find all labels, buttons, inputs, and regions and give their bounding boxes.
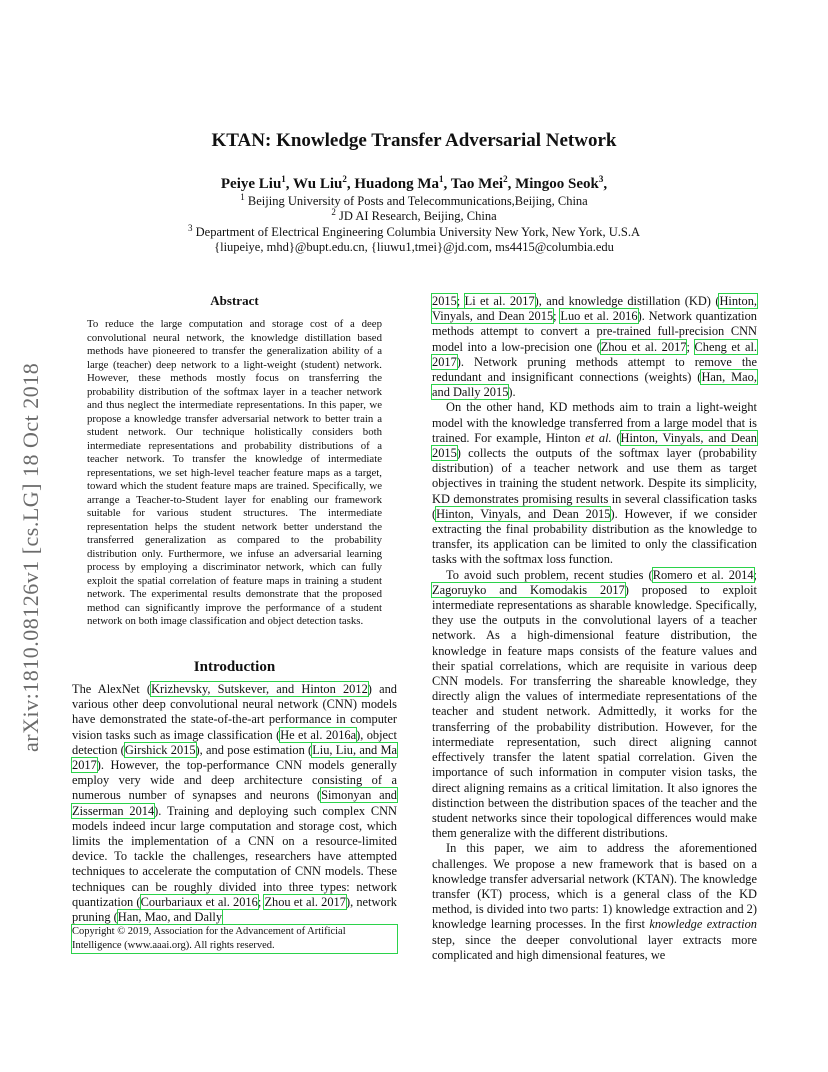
citation-link[interactable]: Han, Mao, and Dally 2015	[432, 370, 757, 400]
author-name: Peiye Liu	[220, 176, 282, 192]
author-list: Peiye Liu$^1$, Wu Liu$^2$, Huadong Ma$^1$, Tao Mei$^2$, Mingoo Seok$^3$,	[220, 174, 608, 192]
citation-link[interactable]: Hinton, Vinyals, and Dean 2015	[432, 430, 757, 461]
paper-title: KTAN: Knowledge Transfer Adversarial Network	[211, 130, 617, 151]
citation-link[interactable]: Luo et al. 2016	[560, 309, 638, 324]
abstract-text: To reduce the large computation and storage cost of a deep convolutional neural network, the knowledge distillation based methods have pioneered to transfer the generalization ability of a large (teacher) deep network to a light-weight (student) network. However, these methods mostly focus on transferring the probability distribution of the softmax layer in a teacher network and thus neglect the intermediate representations. In this paper, we propose a knowledge transfer adversarial network to better train a student network. Our technique holistically considers both intermediate representations and probability distributions of a teacher network. To transfer the knowledge of intermediate representations, we set high-level teacher feature maps as a target, toward which the student feature maps are trained. Specifically, we arrange a Teacher-to-Student layer for enabling our framework suitable for various student structures. The intermediate representation helps the student network better understand the transferred generalization as compared to the probability distribution only. Furthermore, we infuse an adversarial learning process by employing a discriminator network, which can fully exploit the spatial correlation of feature maps in training a student network. The experimental results demonstrate that the proposed method can significantly improve the performance of a student network on both image classification and object detection tasks.	[87, 318, 382, 627]
citation-link[interactable]: Courbariaux et al. 2016	[140, 894, 258, 909]
citation-link[interactable]: Girshick 2015	[124, 742, 196, 757]
abstract-heading: Abstract	[210, 293, 259, 308]
affiliation-2: $^2$ JD AI Research, Beijing, China	[331, 206, 497, 223]
citation-link[interactable]: Cheng et al. 2017	[432, 339, 757, 369]
citation-link[interactable]: Li et al. 2017	[464, 294, 535, 308]
author-name: Huadong Ma	[354, 176, 439, 192]
emphasis-text: et al.	[585, 430, 612, 445]
right-paragraph-4: In this paper, we aim to address the aforementioned challenges. We propose a new framework that is based on a knowledge transfer adversarial network (KTAN). The knowledge transfer (KT) process, which is a general class of the KD method, is divided into two parts: 1) knowledge extraction and 2) knowledge learning processes. In the first knowledge extraction step, since the deeper convolutional layer extracts more complicated and high dimensional features, we	[432, 841, 757, 962]
right-paragraph-3: To avoid such problem, recent studies (Romero et al. 2014; Zagoruyko and Komodakis 2017) proposed to exploit intermediate representations as sharable knowledge. Specifically, they use the outputs in the convolutional layers of a teacher network. As a high-dimensional feature distribution, the knowledge in feature maps consists of the feature values and their spatial correlations, which are requisite in various deep CNN models. For transferring the shareable knowledge, they directly align the values of intermediate representations of the teacher and student network. Admittedly, it works for the transferring of the probability distribution. However, for the intermediate representation, such direct aligning cannot effectively transfer the latent spatial correlation. Given the importance of such information in computer vision tasks, the direct aligning remains as a critical limitation. It also ignores the distinction between the distribution spaces of the teacher and the student networks since their topological differences would make them generalize with the different distributions.	[432, 567, 757, 841]
citation-link[interactable]: Zagoruyko and Komodakis 2017	[432, 582, 625, 597]
affiliation-1: $^1$ Beijing University of Posts and Telecommunications,Beijing, China	[240, 191, 588, 208]
emphasis-text: knowledge extraction	[649, 917, 757, 932]
author-name: Wu Liu	[293, 176, 343, 192]
author-emails: {liupeiye, mhd}@bupt.edu.cn, {liuwu1,tmei}@jd.com, ms4415@columbia.edu	[214, 240, 614, 254]
arxiv-stamp: arXiv:1810.08126v1 [cs.LG] 18 Oct 2018	[18, 362, 43, 752]
citation-link[interactable]: Zhou et al. 2017	[600, 339, 687, 354]
citation-link[interactable]: Krizhevsky, Sutskever, and Hinton 2012	[151, 682, 368, 696]
citation-link[interactable]: Romero et al. 2014	[652, 567, 754, 582]
intro-right-column	[432, 294, 757, 963]
author-name: Tao Mei	[450, 176, 504, 192]
author-name: Mingoo Seok	[515, 176, 599, 192]
right-paragraph-1: 2015; Li et al. 2017), and knowledge distillation (KD) (Hinton, Vinyals, and Dean 2015; Luo et al. 2016). Network quantization methods attempt to convert a pre-trained full-precision CNN model into a low-precision one (Zhou et al. 2017; Cheng et al. 2017). Network pruning methods attempt to remove the redundant and insignificant connections (weights) (Han, Mao, and Dally 2015).	[432, 294, 758, 400]
intro-paragraph-1: The AlexNet (Krizhevsky, Sutskever, and Hinton 2012) and various other deep convolutional neural network (CNN) models have demonstrated the state-of-the-art performance in computer vision tasks such as image classification (He et al. 2016a), object detection (Girshick 2015), and pose estimation (Liu, Liu, and Ma 2017). However, the top-performance CNN models generally employ very wide and deep architecture consisting of a numerous number of synapses and neurons (Simonyan and Zisserman 2014). Training and deploying such complex CNN models indeed incur large computation and storage cost, which limits the implementation of a CNN on a resource-limited device. To tackle the challenges, researchers have attempted techniques to accelerate the computation of CNN models. These techniques can be roughly divided into three types: network quantization (Courbariaux et al. 2016; Zhou et al. 2017), network pruning (Han, Mao, and Dally	[72, 682, 398, 925]
citation-link[interactable]: Hinton, Vinyals, and Dean 2015	[436, 506, 611, 521]
citation-link[interactable]: Liu, Liu, and Ma 2017	[72, 742, 398, 773]
citation-link[interactable]: Simonyan and Zisserman 2014	[72, 788, 397, 818]
citation-link[interactable]: Hinton, Vinyals, and Dean 2015	[432, 294, 757, 324]
intro-left-column	[72, 682, 397, 925]
introduction-heading: Introduction	[193, 659, 276, 675]
citation-link[interactable]: 2015	[432, 294, 457, 308]
citation-link[interactable]: Zhou et al. 2017	[264, 894, 346, 909]
right-paragraph-2: On the other hand, KD methods aim to train a light-weight model with the knowledge transferred from a large model that is trained. For example, Hinton et al. (Hinton, Vinyals, and Dean 2015) collects the outputs of the softmax layer (probability distribution) of a teacher network and use them as target objectives in training the student network. Despite its simplicity, KD demonstrates promising results in several classification tasks (Hinton, Vinyals, and Dean 2015). However, if we consider extracting the final probability distribution as the knowledge to transfer, its application can be limited to only the classification tasks with the softmax loss function.	[432, 400, 757, 567]
citation-link[interactable]: He et al. 2016a	[280, 727, 357, 742]
copyright-notice[interactable]: Copyright © 2019, Association for the Advancement of Artificial Intelligence (www.aaai.org). All rights reserved.	[72, 925, 397, 953]
affiliation-3: $^3$ Department of Electrical Engineering Columbia University New York, New York, U.S.A	[188, 222, 640, 239]
citation-link[interactable]: Han, Mao, and Dally	[117, 910, 223, 925]
